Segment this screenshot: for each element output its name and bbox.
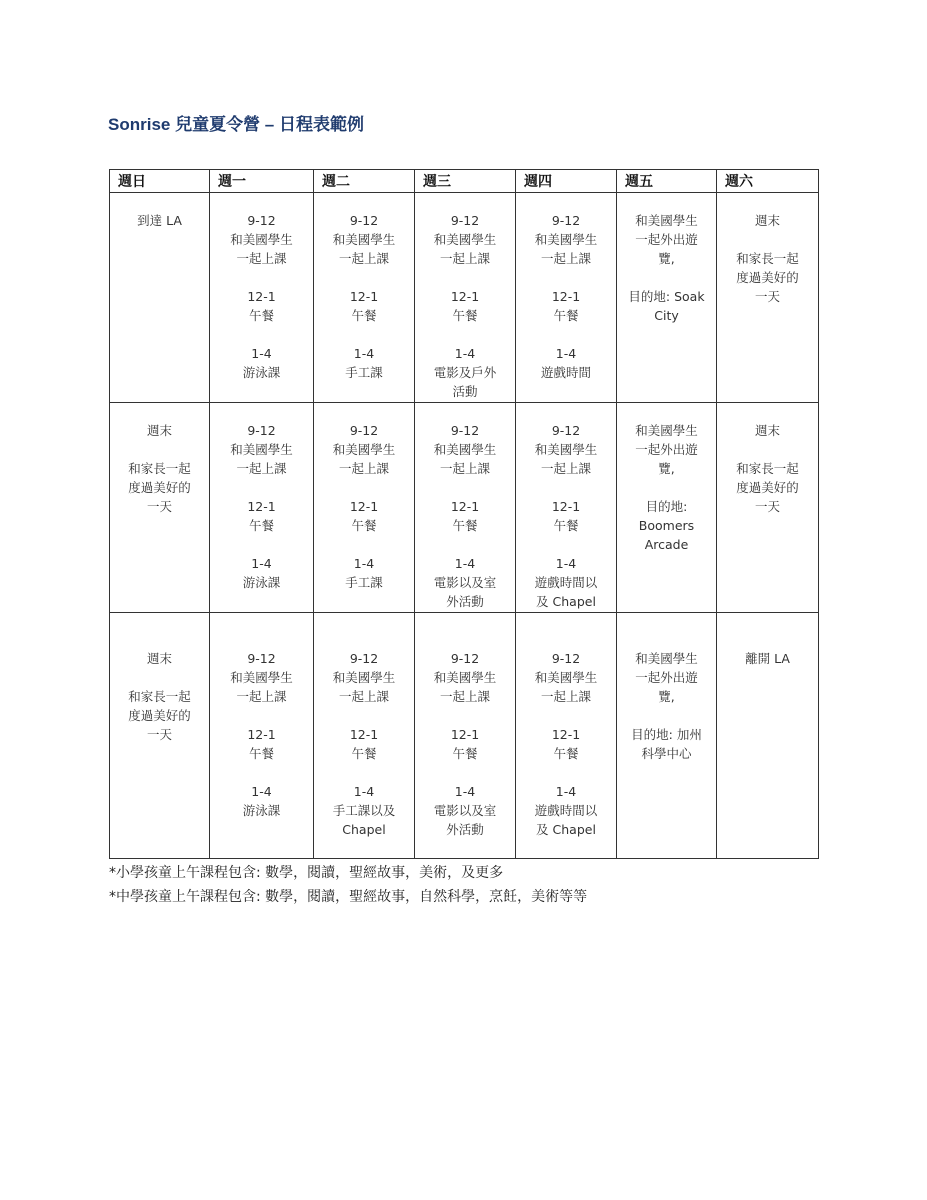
cell-line: 和家長一起	[128, 689, 191, 704]
cell-sun	[110, 403, 210, 613]
header-thu: 週四	[516, 170, 617, 193]
cell-line: 12-1	[551, 727, 581, 742]
cell-line: 1-4	[353, 346, 375, 361]
cell-spacer	[215, 535, 308, 554]
cell-fri	[617, 403, 717, 613]
cell-line: 和美國學生	[332, 442, 396, 457]
cell-spacer	[115, 440, 204, 459]
cell-line: 一起上課	[540, 689, 591, 704]
cell-line: 和美國學生	[635, 651, 698, 666]
cell-line: 12-1	[247, 727, 276, 742]
cell-line: 一起上課	[236, 689, 287, 704]
cell-line: 和美國學生	[534, 442, 598, 457]
cell-spacer	[319, 478, 409, 497]
cell-thu	[516, 613, 617, 859]
cell-line: 和美國學生	[230, 442, 293, 457]
cell-line: 度過美好的	[128, 480, 191, 495]
cell-line: 午餐	[553, 308, 579, 323]
footnote-primary: *小學孩童上午課程包含: 數學，閱讀，聖經故事，美術，及更多	[109, 865, 504, 881]
cell-spacer	[622, 706, 711, 725]
cell-spacer	[420, 706, 510, 725]
cell-line: 電影以及室	[433, 575, 497, 590]
cell-line: 一起上課	[338, 251, 389, 266]
cell-spacer	[521, 535, 611, 554]
cell-spacer	[215, 706, 308, 725]
cell-spacer	[319, 706, 409, 725]
cell-line: 9-12	[349, 423, 379, 438]
cell-line: 12-1	[247, 499, 276, 514]
cell-line: 12-1	[450, 289, 480, 304]
cell-line: 和家長一起	[736, 251, 799, 266]
cell-line: 一天	[146, 499, 172, 514]
cell-line: 手工課	[345, 575, 383, 590]
cell-line: City	[654, 308, 679, 323]
cell-line: 和美國學生	[433, 670, 497, 685]
cell-line: 電影及戶外	[433, 365, 497, 380]
cell-line: 一起上課	[439, 461, 490, 476]
cell-line: Arcade	[644, 537, 689, 552]
cell-line: 1-4	[555, 556, 577, 571]
cell-line: 覽,	[658, 461, 675, 476]
cell-line: Chapel	[342, 822, 386, 837]
cell-line: 1-4	[555, 346, 577, 361]
cell-mon	[210, 193, 314, 403]
cell-line: 週末	[754, 213, 780, 228]
cell-line: 度過美好的	[128, 708, 191, 723]
cell-line: 一天	[146, 727, 172, 742]
cell-spacer	[420, 535, 510, 554]
cell-line: 一起上課	[338, 461, 389, 476]
header-sun: 週日	[110, 170, 210, 193]
cell-line: 一起上課	[338, 689, 389, 704]
cell-spacer	[521, 763, 611, 782]
cell-sat	[717, 193, 819, 403]
cell-spacer	[420, 478, 510, 497]
cell-sun	[110, 613, 210, 859]
cell-line: 一起外出遊	[635, 670, 698, 685]
cell-line: 和美國學生	[332, 232, 396, 247]
cell-line: 活動	[452, 384, 478, 399]
cell-line: 科學中心	[641, 746, 692, 761]
cell-line: 遊戲時間	[540, 365, 591, 380]
cell-line: 覽,	[658, 689, 675, 704]
cell-line: Boomers	[638, 518, 695, 533]
cell-line: 到達 LA	[137, 213, 182, 228]
cell-line: 9-12	[450, 423, 480, 438]
cell-line: 午餐	[553, 518, 579, 533]
header-mon: 週一	[210, 170, 314, 193]
cell-line: 手工課以及	[332, 803, 396, 818]
cell-line: 1-4	[251, 346, 272, 361]
cell-line: 和美國學生	[332, 670, 396, 685]
cell-line: 9-12	[450, 651, 480, 666]
cell-line: 午餐	[248, 746, 274, 761]
cell-line: 一起外出遊	[635, 442, 698, 457]
cell-tue	[314, 403, 415, 613]
cell-spacer	[319, 535, 409, 554]
cell-line: 和美國學生	[230, 232, 293, 247]
cell-line: 9-12	[551, 423, 581, 438]
cell-line: 12-1	[247, 289, 276, 304]
cell-line: 週末	[146, 423, 172, 438]
cell-line: 一起上課	[236, 251, 287, 266]
cell-line: 遊戲時間以	[534, 575, 598, 590]
cell-line: 9-12	[247, 213, 276, 228]
cell-spacer	[521, 268, 611, 287]
cell-line: 1-4	[353, 556, 375, 571]
cell-line: 12-1	[349, 499, 379, 514]
cell-line: 和美國學生	[230, 670, 293, 685]
cell-spacer	[622, 478, 711, 497]
cell-mon	[210, 613, 314, 859]
cell-spacer	[420, 325, 510, 344]
cell-spacer	[420, 268, 510, 287]
cell-line: 目的地: Soak	[628, 289, 705, 304]
week-row-2	[110, 403, 819, 613]
cell-line: 和美國學生	[635, 423, 698, 438]
cell-line: 午餐	[351, 746, 377, 761]
cell-line: 9-12	[551, 213, 581, 228]
cell-wed	[415, 193, 516, 403]
cell-line: 和美國學生	[635, 213, 698, 228]
cell-spacer	[215, 268, 308, 287]
cell-line: 目的地: 加州	[631, 727, 702, 742]
cell-sat	[717, 403, 819, 613]
cell-line: 及 Chapel	[536, 594, 596, 609]
header-tue: 週二	[314, 170, 415, 193]
cell-line: 週末	[754, 423, 780, 438]
cell-line: 12-1	[450, 727, 480, 742]
cell-line: 遊戲時間以	[534, 803, 598, 818]
cell-spacer	[622, 268, 711, 287]
cell-line: 午餐	[248, 308, 274, 323]
cell-line: 一起上課	[439, 251, 490, 266]
cell-line: 1-4	[454, 346, 476, 361]
cell-line: 午餐	[452, 308, 478, 323]
cell-line: 度過美好的	[736, 270, 799, 285]
cell-line: 和美國學生	[534, 670, 598, 685]
cell-line: 12-1	[551, 289, 581, 304]
cell-line: 1-4	[251, 556, 272, 571]
cell-line: 和美國學生	[433, 442, 497, 457]
cell-mon	[210, 403, 314, 613]
page-title: Sonrise 兒童夏令營 – 日程表範例	[108, 115, 364, 134]
header-wed: 週三	[415, 170, 516, 193]
cell-spacer	[521, 478, 611, 497]
cell-line: 度過美好的	[736, 480, 799, 495]
cell-line: 12-1	[450, 499, 480, 514]
cell-line: 午餐	[452, 518, 478, 533]
cell-line: 手工課	[345, 365, 383, 380]
cell-line: 9-12	[247, 423, 276, 438]
cell-line: 游泳課	[242, 365, 281, 380]
cell-line: 1-4	[353, 784, 375, 799]
cell-line: 午餐	[248, 518, 274, 533]
header-sat: 週六	[717, 170, 819, 193]
cell-wed	[415, 403, 516, 613]
cell-line: 12-1	[349, 289, 379, 304]
cell-spacer	[722, 230, 813, 249]
cell-line: 游泳課	[242, 803, 281, 818]
header-fri: 週五	[617, 170, 717, 193]
cell-line: 9-12	[349, 213, 379, 228]
cell-line: 午餐	[553, 746, 579, 761]
cell-line: 電影以及室	[433, 803, 497, 818]
cell-thu	[516, 403, 617, 613]
cell-spacer	[319, 763, 409, 782]
cell-spacer	[722, 440, 813, 459]
cell-line: 1-4	[555, 784, 577, 799]
cell-line: 9-12	[551, 651, 581, 666]
cell-spacer	[319, 325, 409, 344]
cell-spacer	[115, 668, 204, 687]
cell-spacer	[521, 706, 611, 725]
cell-line: 午餐	[351, 518, 377, 533]
cell-line: 一天	[754, 289, 780, 304]
cell-line: 和美國學生	[534, 232, 598, 247]
cell-line: 1-4	[454, 784, 476, 799]
cell-spacer	[215, 763, 308, 782]
cell-line: 和美國學生	[433, 232, 497, 247]
cell-spacer	[319, 268, 409, 287]
cell-line: 和家長一起	[128, 461, 191, 476]
header-row	[110, 170, 819, 193]
cell-spacer	[420, 763, 510, 782]
cell-spacer	[215, 478, 308, 497]
cell-line: 一起外出遊	[635, 232, 698, 247]
cell-line: 1-4	[251, 784, 272, 799]
cell-line: 9-12	[247, 651, 276, 666]
schedule-table	[109, 169, 819, 859]
cell-line: 1-4	[454, 556, 476, 571]
cell-fri	[617, 193, 717, 403]
week-row-3	[110, 613, 819, 859]
cell-line: 一起上課	[540, 461, 591, 476]
cell-tue	[314, 613, 415, 859]
cell-line: 午餐	[452, 746, 478, 761]
cell-line: 覽,	[658, 251, 675, 266]
cell-line: 週末	[146, 651, 172, 666]
cell-line: 和家長一起	[736, 461, 799, 476]
cell-thu	[516, 193, 617, 403]
cell-line: 外活動	[446, 594, 484, 609]
week-row-1	[110, 193, 819, 403]
cell-wed	[415, 613, 516, 859]
cell-line: 一起上課	[540, 251, 591, 266]
cell-sat	[717, 613, 819, 859]
cell-spacer	[215, 325, 308, 344]
cell-line: 9-12	[349, 651, 379, 666]
cell-tue	[314, 193, 415, 403]
cell-sun	[110, 193, 210, 403]
cell-line: 游泳課	[242, 575, 281, 590]
cell-fri	[617, 613, 717, 859]
cell-line: 9-12	[450, 213, 480, 228]
cell-line: 午餐	[351, 308, 377, 323]
cell-line: 一起上課	[236, 461, 287, 476]
cell-line: 一天	[754, 499, 780, 514]
cell-spacer	[521, 325, 611, 344]
cell-line: 目的地:	[645, 499, 688, 514]
cell-line: 及 Chapel	[536, 822, 596, 837]
cell-line: 離開 LA	[745, 651, 790, 666]
cell-line: 外活動	[446, 822, 484, 837]
cell-line: 12-1	[349, 727, 379, 742]
cell-line: 一起上課	[439, 689, 490, 704]
footnote-secondary: *中學孩童上午課程包含: 數學，閱讀，聖經故事，自然科學，烹飪，美術等等	[109, 889, 588, 905]
cell-line: 12-1	[551, 499, 581, 514]
